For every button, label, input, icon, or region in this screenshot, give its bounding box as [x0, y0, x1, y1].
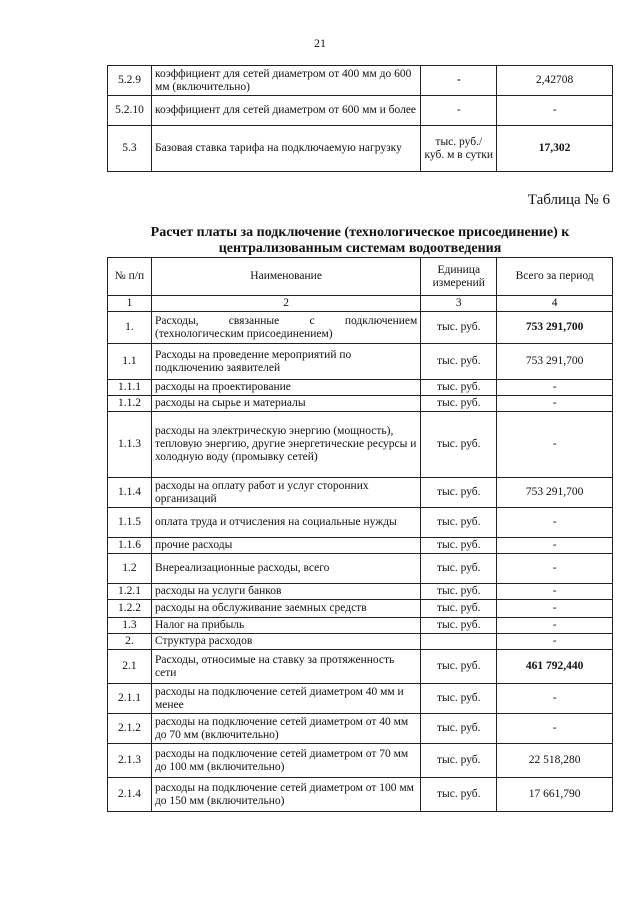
- row-value: -: [497, 380, 613, 396]
- index-cell: 1: [108, 296, 152, 312]
- row-name: расходы на проектирование: [151, 380, 420, 396]
- table-row: [108, 66, 613, 96]
- row-number: 1.1.5: [108, 508, 152, 538]
- row-name: расходы на услуги банков: [151, 584, 420, 600]
- row-number: 1.1: [108, 344, 152, 380]
- table-row: [108, 380, 613, 396]
- row-number: 2.1.3: [108, 744, 152, 778]
- row-unit: тыс. руб.: [421, 380, 497, 396]
- row-unit: тыс. руб.: [421, 312, 497, 344]
- index-cell: 2: [151, 296, 420, 312]
- row-name: расходы на подключение сетей диаметром от 70 мм до 100 мм (включительно): [151, 744, 420, 778]
- row-name: Базовая ставка тарифа на подключаемую нагрузку: [151, 126, 420, 172]
- row-number: 5.2.10: [108, 96, 152, 126]
- index-cell: 3: [421, 296, 497, 312]
- table-row: [108, 650, 613, 684]
- table-row: [108, 412, 613, 478]
- row-name: расходы на подключение сетей диаметром от 40 мм до 70 мм (включительно): [151, 714, 420, 744]
- row-name: Структура расходов: [151, 634, 420, 650]
- table-row: [108, 778, 613, 812]
- index-row: [108, 296, 613, 312]
- row-value: -: [497, 96, 613, 126]
- row-name: Расходы на проведение мероприятий по подключению заявителей: [151, 344, 420, 380]
- row-name: прочие расходы: [151, 538, 420, 554]
- row-unit: тыс. руб.: [421, 618, 497, 634]
- row-name: Налог на прибыль: [151, 618, 420, 634]
- row-name: расходы на подключение сетей диаметром 40 мм и менее: [151, 684, 420, 714]
- row-value: -: [497, 554, 613, 584]
- row-unit: тыс. руб.: [421, 584, 497, 600]
- row-number: 1.2: [108, 554, 152, 584]
- top-table: [107, 65, 613, 172]
- row-number: 1.1.2: [108, 396, 152, 412]
- header-unit: Единица измерений: [421, 258, 497, 296]
- row-unit: тыс. руб.: [421, 396, 497, 412]
- row-value: -: [497, 508, 613, 538]
- table-label: Таблица № 6: [527, 192, 610, 208]
- table-row: [108, 584, 613, 600]
- table-row: [108, 396, 613, 412]
- row-number: 1.2.1: [108, 584, 152, 600]
- row-unit: тыс. руб.: [421, 508, 497, 538]
- row-number: 2.1: [108, 650, 152, 684]
- row-unit: тыс. руб.: [421, 744, 497, 778]
- row-name: расходы на оплату работ и услуг сторонних организаций: [151, 478, 420, 508]
- row-number: 1.1.3: [108, 412, 152, 478]
- row-unit: тыс. руб.: [421, 554, 497, 584]
- table-row: [108, 538, 613, 554]
- row-name: коэффициент для сетей диаметром от 400 мм до 600 мм (включительно): [151, 66, 420, 96]
- row-value: 753 291,700: [497, 478, 613, 508]
- row-value: -: [497, 634, 613, 650]
- row-number: 1.1.1: [108, 380, 152, 396]
- row-value: 17,302: [497, 126, 613, 172]
- header-number: № п/п: [108, 258, 152, 296]
- row-value: -: [497, 396, 613, 412]
- header-row: [108, 258, 613, 296]
- table-row: [108, 312, 613, 344]
- row-name: расходы на электрическую энергию (мощность), тепловую энергию, другие энергетические ресурсы и холодную воду (промывку сетей): [151, 412, 420, 478]
- row-unit: тыс. руб.: [421, 778, 497, 812]
- table-row: [108, 600, 613, 618]
- row-name: Внереализационные расходы, всего: [151, 554, 420, 584]
- row-value: 2,42708: [497, 66, 613, 96]
- table-row: [108, 554, 613, 584]
- row-value: -: [497, 412, 613, 478]
- row-name: расходы на сырье и материалы: [151, 396, 420, 412]
- row-unit: тыс. руб.: [421, 714, 497, 744]
- table-row: [108, 714, 613, 744]
- row-number: 2.1.2: [108, 714, 152, 744]
- row-number: 2.1.4: [108, 778, 152, 812]
- row-value: 753 291,700: [497, 312, 613, 344]
- row-number: 5.3: [108, 126, 152, 172]
- row-number: 1.: [108, 312, 152, 344]
- row-unit: -: [421, 66, 497, 96]
- row-value: -: [497, 600, 613, 618]
- table-row: [108, 96, 613, 126]
- row-number: 1.2.2: [108, 600, 152, 618]
- table-row: [108, 744, 613, 778]
- row-unit: -: [421, 96, 497, 126]
- page-title: Расчет платы за подключение (технологическое присоединение) к централизованным системам водоотведения: [150, 225, 570, 256]
- row-value: -: [497, 618, 613, 634]
- table-row: [108, 684, 613, 714]
- row-unit: тыс. руб.: [421, 538, 497, 554]
- row-name: коэффициент для сетей диаметром от 600 мм и более: [151, 96, 420, 126]
- row-name: расходы на подключение сетей диаметром от 100 мм до 150 мм (включительно): [151, 778, 420, 812]
- row-unit: тыс. руб.: [421, 478, 497, 508]
- row-unit: тыс. руб.: [421, 650, 497, 684]
- table-row: [108, 344, 613, 380]
- row-value: 753 291,700: [497, 344, 613, 380]
- row-unit: тыс. руб.: [421, 600, 497, 618]
- row-name: Расходы, связанные с подключением (технологическим присоединением): [151, 312, 420, 344]
- row-name: расходы на обслуживание заемных средств: [151, 600, 420, 618]
- table-row: [108, 478, 613, 508]
- row-unit: тыс. руб.: [421, 412, 497, 478]
- table-row: [108, 634, 613, 650]
- row-number: 2.: [108, 634, 152, 650]
- row-value: 17 661,790: [497, 778, 613, 812]
- row-value: -: [497, 684, 613, 714]
- row-number: 1.1.4: [108, 478, 152, 508]
- index-cell: 4: [497, 296, 613, 312]
- row-value: -: [497, 714, 613, 744]
- row-value: -: [497, 538, 613, 554]
- header-value: Всего за период: [497, 258, 613, 296]
- main-table: [107, 257, 613, 812]
- table-row: [108, 508, 613, 538]
- row-value: -: [497, 584, 613, 600]
- table-row: [108, 618, 613, 634]
- row-value: 22 518,280: [497, 744, 613, 778]
- row-name: оплата труда и отчисления на социальные нужды: [151, 508, 420, 538]
- row-name: Расходы, относимые на ставку за протяженность сети: [151, 650, 420, 684]
- row-number: 5.2.9: [108, 66, 152, 96]
- row-number: 1.1.6: [108, 538, 152, 554]
- row-unit: тыс. руб.: [421, 684, 497, 714]
- row-value: 461 792,440: [497, 650, 613, 684]
- row-unit: [421, 634, 497, 650]
- header-name: Наименование: [151, 258, 420, 296]
- row-number: 1.3: [108, 618, 152, 634]
- table-row: [108, 126, 613, 172]
- row-number: 2.1.1: [108, 684, 152, 714]
- row-unit: тыс. руб./ куб. м в сутки: [421, 126, 497, 172]
- page-number: 21: [314, 36, 326, 50]
- row-unit: тыс. руб.: [421, 344, 497, 380]
